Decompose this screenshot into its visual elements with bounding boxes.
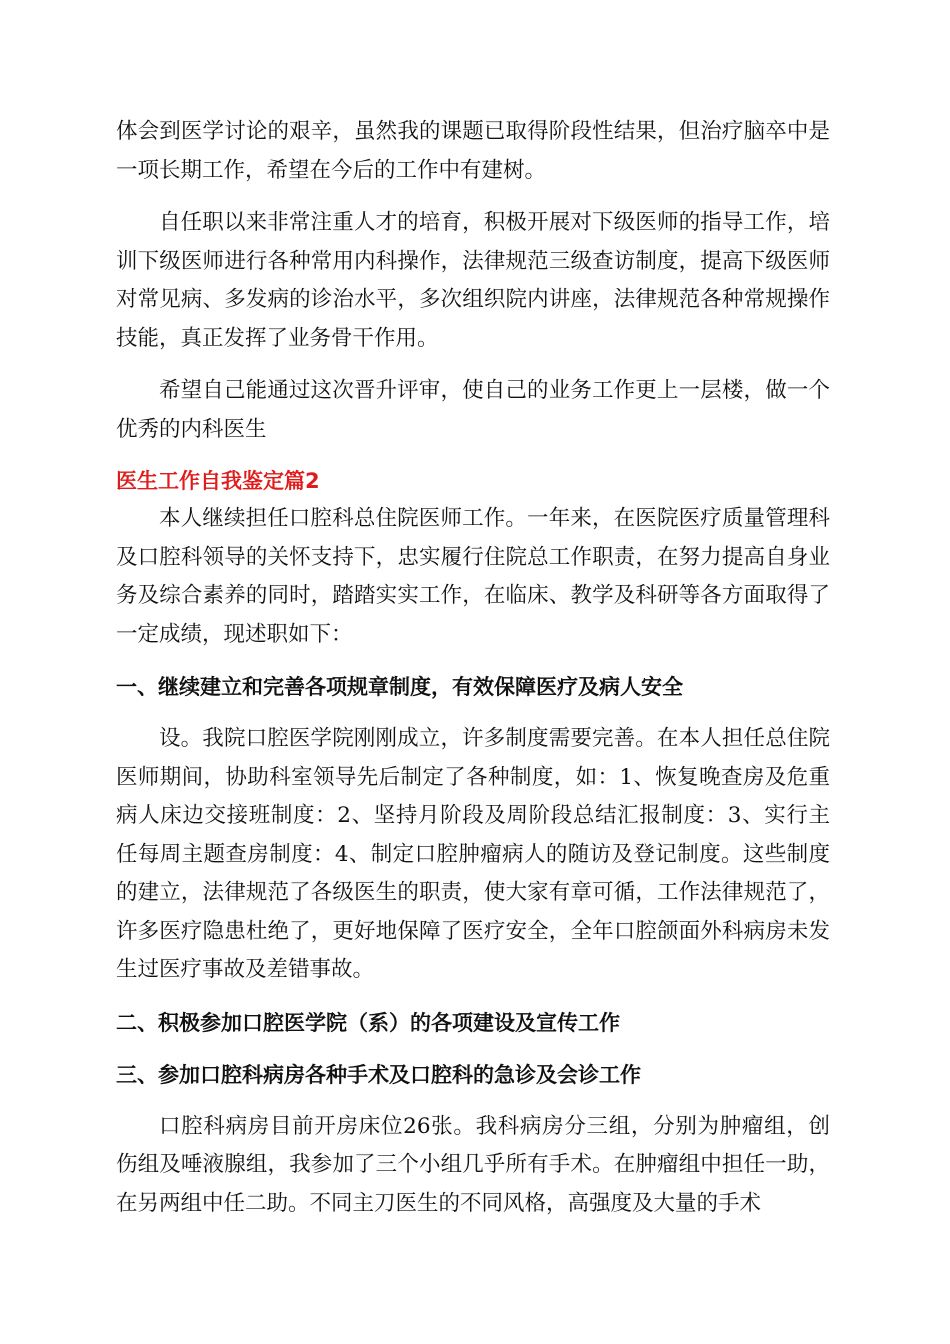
paragraph-surgery: 口腔科病房目前开房床位26张。我科病房分三组，分别为肿瘤组，创伤组及唾液腺组，我参加了三个小组几乎所有手术。在肿瘤组中担任一助，在另两组中任二助。不同主刀医生的不同风格，高强度及大量的手术 [116, 1113, 830, 1216]
document-body [116, 113, 830, 1223]
paragraph-research: 体会到医学讨论的艰辛，虽然我的课题已取得阶段性结果，但治疗脑卒中是一项长期工作，希望在今后的工作中有建树。 [116, 119, 830, 183]
paragraph-promotion: 希望自己能通过这次晋升评审，使自己的业务工作更上一层楼，做一个优秀的内科医生 [116, 378, 830, 442]
paragraph-intro: 本人继续担任口腔科总住院医师工作。一年来，在医院医疗质量管理科及口腔科领导的关怀支持下，忠实履行住院总工作职责，在努力提高自身业务及综合素养的同时，踏踏实实工作，在临床、教学及科研等各方面取得了一定成绩，现述职如下： [116, 506, 830, 647]
section-title: 医生工作自我鉴定篇2 [116, 469, 320, 493]
paragraph-rules: 设。我院口腔医学院刚刚成立，许多制度需要完善。在本人担任总住院医师期间，协助科室领导先后制定了各种制度，如：1、恢复晚查房及危重病人床边交接班制度：2、坚持月阶段及周阶段总结汇报制度：3、实行主任每周主题查房制度：4、制定口腔肿瘤病人的随访及登记制度。这些制度的建立，法律规范了各级医生的职责，使大家有章可循，工作法律规范了，许多医疗隐患杜绝了，更好地保障了医疗安全，全年口腔颌面外科病房未发生过医疗事故及差错事故。 [116, 726, 830, 982]
paragraph-training: 自任职以来非常注重人才的培育，积极开展对下级医师的指导工作，培训下级医师进行各种常用内科操作，法律规范三级查访制度，提高下级医师对常见病、多发病的诊治水平，多次组织院内讲座，法律规范各种常规操作技能，真正发挥了业务骨干作用。 [116, 210, 830, 351]
heading-surgery: 三、参加口腔科病房各种手术及口腔科的急诊及会诊工作 [116, 1062, 641, 1087]
heading-construction: 二、积极参加口腔医学院（系）的各项建设及宣传工作 [116, 1010, 620, 1035]
heading-rules: 一、继续建立和完善各项规章制度，有效保障医疗及病人安全 [116, 675, 683, 699]
